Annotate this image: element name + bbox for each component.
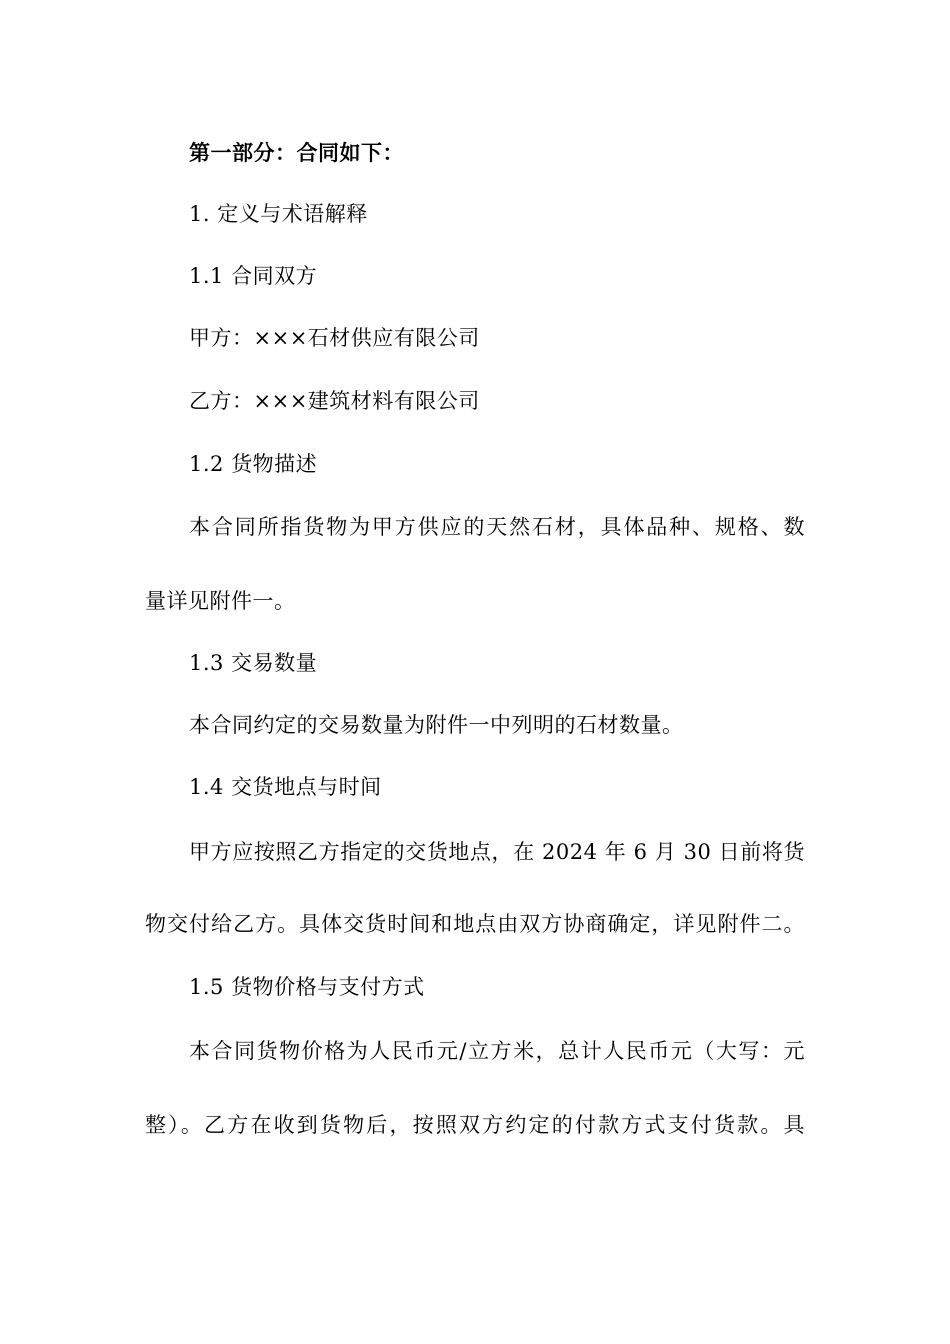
section-1-5-paragraph-line-1: 本合同货物价格为人民币元/立方米，总计人民币元（大写：元 bbox=[189, 1039, 805, 1063]
party-b-line: 乙方：×××建筑材料有限公司 bbox=[189, 389, 480, 413]
section-1-4-paragraph-line-2: 物交付给乙方。具体交货时间和地点由双方协商确定，详见附件二。 bbox=[145, 912, 805, 936]
section-1-5-paragraph-line-2: 整）。乙方在收到货物后，按照双方约定的付款方式支付货款。具 bbox=[145, 1113, 805, 1137]
section-heading: 第一部分：合同如下： bbox=[189, 140, 404, 165]
section-1-2-paragraph-line-2: 量详见附件一。 bbox=[145, 589, 296, 613]
section-1-2-title: 1.2 货物描述 bbox=[189, 452, 318, 476]
section-1-5-title: 1.5 货物价格与支付方式 bbox=[189, 975, 425, 999]
section-1-1-title: 1.1 合同双方 bbox=[189, 264, 318, 288]
section-1-title: 1. 定义与术语解释 bbox=[189, 202, 368, 226]
section-1-4-title: 1.4 交货地点与时间 bbox=[189, 775, 382, 799]
section-1-3-paragraph: 本合同约定的交易数量为附件一中列明的石材数量。 bbox=[189, 713, 684, 737]
section-1-2-paragraph-line-1: 本合同所指货物为甲方供应的天然石材，具体品种、规格、数 bbox=[189, 515, 805, 539]
section-1-3-title: 1.3 交易数量 bbox=[189, 651, 318, 675]
party-a-line: 甲方：×××石材供应有限公司 bbox=[189, 326, 480, 350]
section-1-4-paragraph-line-1: 甲方应按照乙方指定的交货地点，在 2024 年 6 月 30 日前将货 bbox=[189, 840, 805, 864]
